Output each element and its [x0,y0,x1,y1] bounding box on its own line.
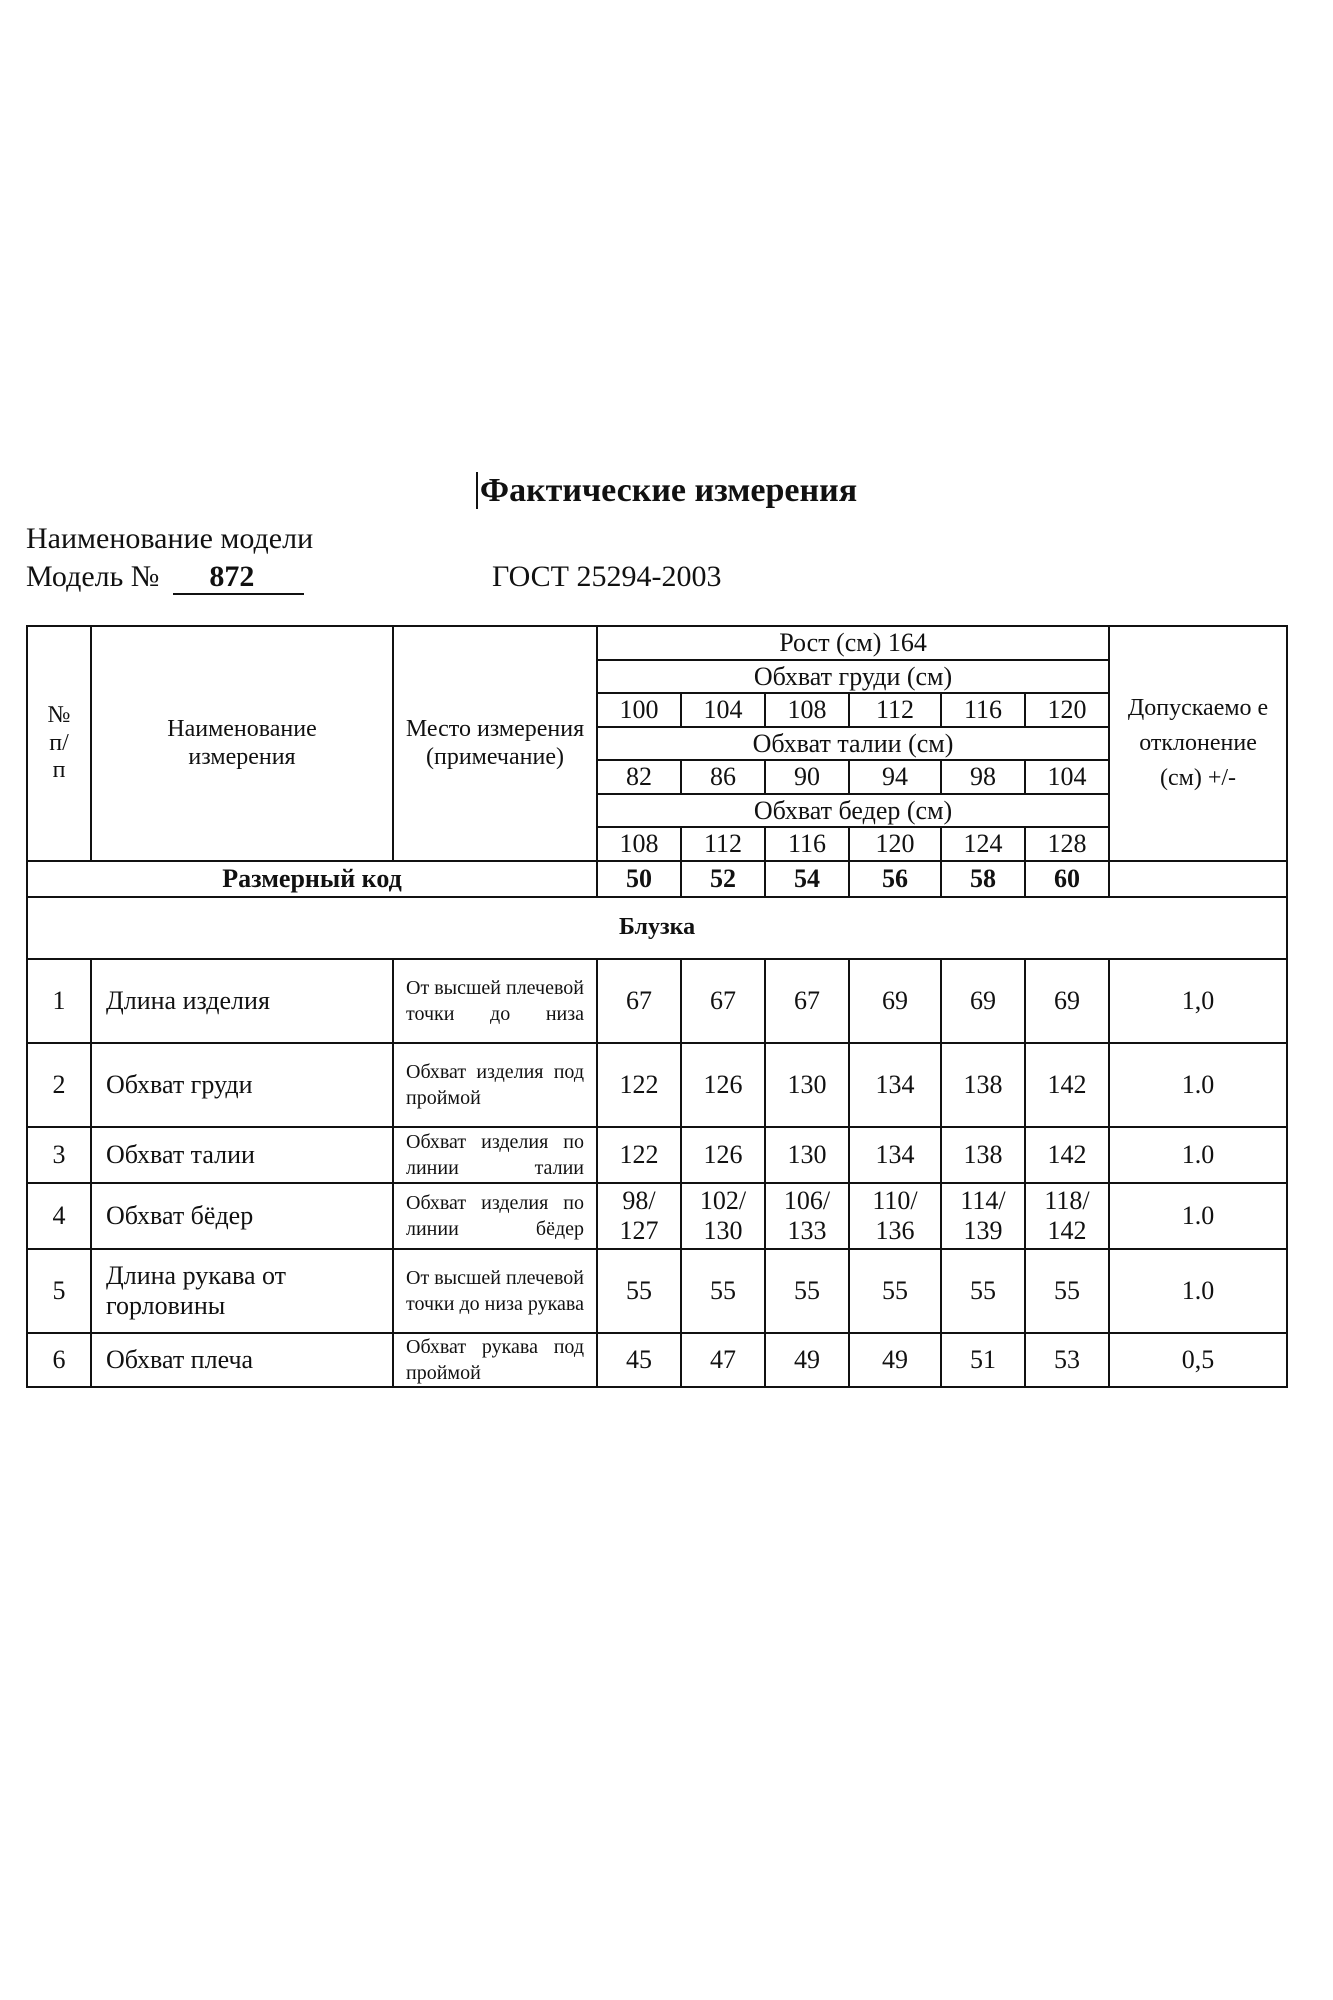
row-value-text: 102/ 130 [699,1186,747,1245]
row-value: 122 [597,1127,681,1183]
row-value: 47 [681,1333,765,1387]
chest-value: 100 [597,693,681,727]
row-value: 67 [765,959,849,1043]
row-value: 49 [849,1333,941,1387]
row-value: 45 [597,1333,681,1387]
row-value-text: 106/ 133 [783,1186,831,1245]
row-name: Обхват талии [91,1127,393,1183]
header-num-text: № п/ п [47,702,71,784]
model-number-label: Модель № [26,560,160,593]
row-value: 49 [765,1333,849,1387]
header-place-text: Место измерения (примечание) [405,715,585,770]
chest-label: Обхват груди (см) [597,660,1109,693]
waist-value: 98 [941,760,1025,794]
row-value-text: 118/ 142 [1044,1186,1090,1245]
table-row [27,959,1287,1043]
hips-label: Обхват бедер (см) [597,794,1109,827]
size-code: 58 [941,861,1025,897]
model-number: 872 [173,561,304,595]
hips-value: 120 [849,827,941,861]
row-value: 142 [1025,1043,1109,1127]
row-tolerance: 1.0 [1109,1043,1287,1127]
row-value: 130 [765,1127,849,1183]
chest-value: 112 [849,693,941,727]
waist-value: 104 [1025,760,1109,794]
row-value: 138 [941,1043,1025,1127]
size-code-row [27,861,1287,897]
waist-value: 86 [681,760,765,794]
row-num: 2 [27,1043,91,1127]
table-row [27,1127,1287,1183]
chest-value: 104 [681,693,765,727]
header-name-text: Наименование измерения [167,715,317,770]
row-value: 67 [597,959,681,1043]
row-tolerance: 1.0 [1109,1183,1287,1249]
size-code-label: Размерный код [27,861,597,897]
row-value-text: 110/ 136 [872,1186,918,1245]
row-value: 55 [681,1249,765,1333]
row-num: 5 [27,1249,91,1333]
row-value [1025,1183,1109,1249]
row-value [849,1183,941,1249]
table-row [27,1333,1287,1387]
row-value: 142 [1025,1127,1109,1183]
row-place: От высшей плечевой точки до низа рукава [393,1249,597,1333]
size-code: 56 [849,861,941,897]
row-value: 122 [597,1043,681,1127]
row-value-text: 98/ 127 [619,1186,659,1245]
hips-value: 112 [681,827,765,861]
row-value: 138 [941,1127,1025,1183]
document-title [0,472,1333,510]
section-title: Блузка [27,897,1287,959]
row-value [765,1183,849,1249]
chest-value: 116 [941,693,1025,727]
row-value: 51 [941,1333,1025,1387]
row-num: 3 [27,1127,91,1183]
measurements-table [26,625,1288,1388]
table-row [27,1043,1287,1127]
row-tolerance: 0,5 [1109,1333,1287,1387]
row-value: 55 [597,1249,681,1333]
height-label: Рост (см) 164 [597,626,1109,660]
row-value: 134 [849,1127,941,1183]
row-value: 67 [681,959,765,1043]
row-value: 126 [681,1127,765,1183]
size-code-empty [1109,861,1287,897]
row-value [681,1183,765,1249]
row-place: Обхват изделия по линии бёдер [393,1183,597,1249]
section-row [27,897,1287,959]
row-num: 1 [27,959,91,1043]
chest-value: 108 [765,693,849,727]
size-code: 54 [765,861,849,897]
row-value: 134 [849,1043,941,1127]
row-value: 69 [849,959,941,1043]
row-name: Длина изделия [91,959,393,1043]
row-value-text: 114/ 139 [960,1186,1006,1245]
title-text: Фактические измерения [479,472,858,509]
row-value: 55 [765,1249,849,1333]
header-name [91,626,393,861]
row-place: От высшей плечевой точки до низа [393,959,597,1043]
header-num [27,626,91,861]
row-value: 55 [941,1249,1025,1333]
waist-value: 94 [849,760,941,794]
row-name: Обхват плеча [91,1333,393,1387]
table-row [27,1249,1287,1333]
header-tolerance-text: Допускаемо е отклонение (см) +/- [1127,695,1269,791]
row-tolerance: 1,0 [1109,959,1287,1043]
row-tolerance: 1.0 [1109,1249,1287,1333]
waist-value: 90 [765,760,849,794]
row-value: 55 [1025,1249,1109,1333]
row-value [941,1183,1025,1249]
row-value: 126 [681,1043,765,1127]
hips-value: 124 [941,827,1025,861]
waist-value: 82 [597,760,681,794]
size-code: 52 [681,861,765,897]
row-value: 55 [849,1249,941,1333]
row-value: 69 [1025,959,1109,1043]
gost-standard: ГОСТ 25294-2003 [492,560,722,593]
row-name: Обхват груди [91,1043,393,1127]
chest-value: 120 [1025,693,1109,727]
hips-value: 108 [597,827,681,861]
model-name-label: Наименование модели [26,522,314,555]
row-tolerance: 1.0 [1109,1127,1287,1183]
row-place: Обхват изделия под проймой [393,1043,597,1127]
header-place [393,626,597,861]
row-name: Длина рукава от горловины [91,1249,393,1333]
hips-value: 128 [1025,827,1109,861]
row-place: Обхват рукава под проймой [393,1333,597,1387]
row-place: Обхват изделия по линии талии [393,1127,597,1183]
row-num: 6 [27,1333,91,1387]
row-num: 4 [27,1183,91,1249]
row-value [597,1183,681,1249]
row-value: 69 [941,959,1025,1043]
size-code: 50 [597,861,681,897]
waist-label: Обхват талии (см) [597,727,1109,760]
row-name: Обхват бёдер [91,1183,393,1249]
size-code: 60 [1025,861,1109,897]
model-number-line [26,560,304,595]
row-value: 130 [765,1043,849,1127]
row-value: 53 [1025,1333,1109,1387]
table-row [27,1183,1287,1249]
header-tolerance [1109,626,1287,861]
hips-value: 116 [765,827,849,861]
